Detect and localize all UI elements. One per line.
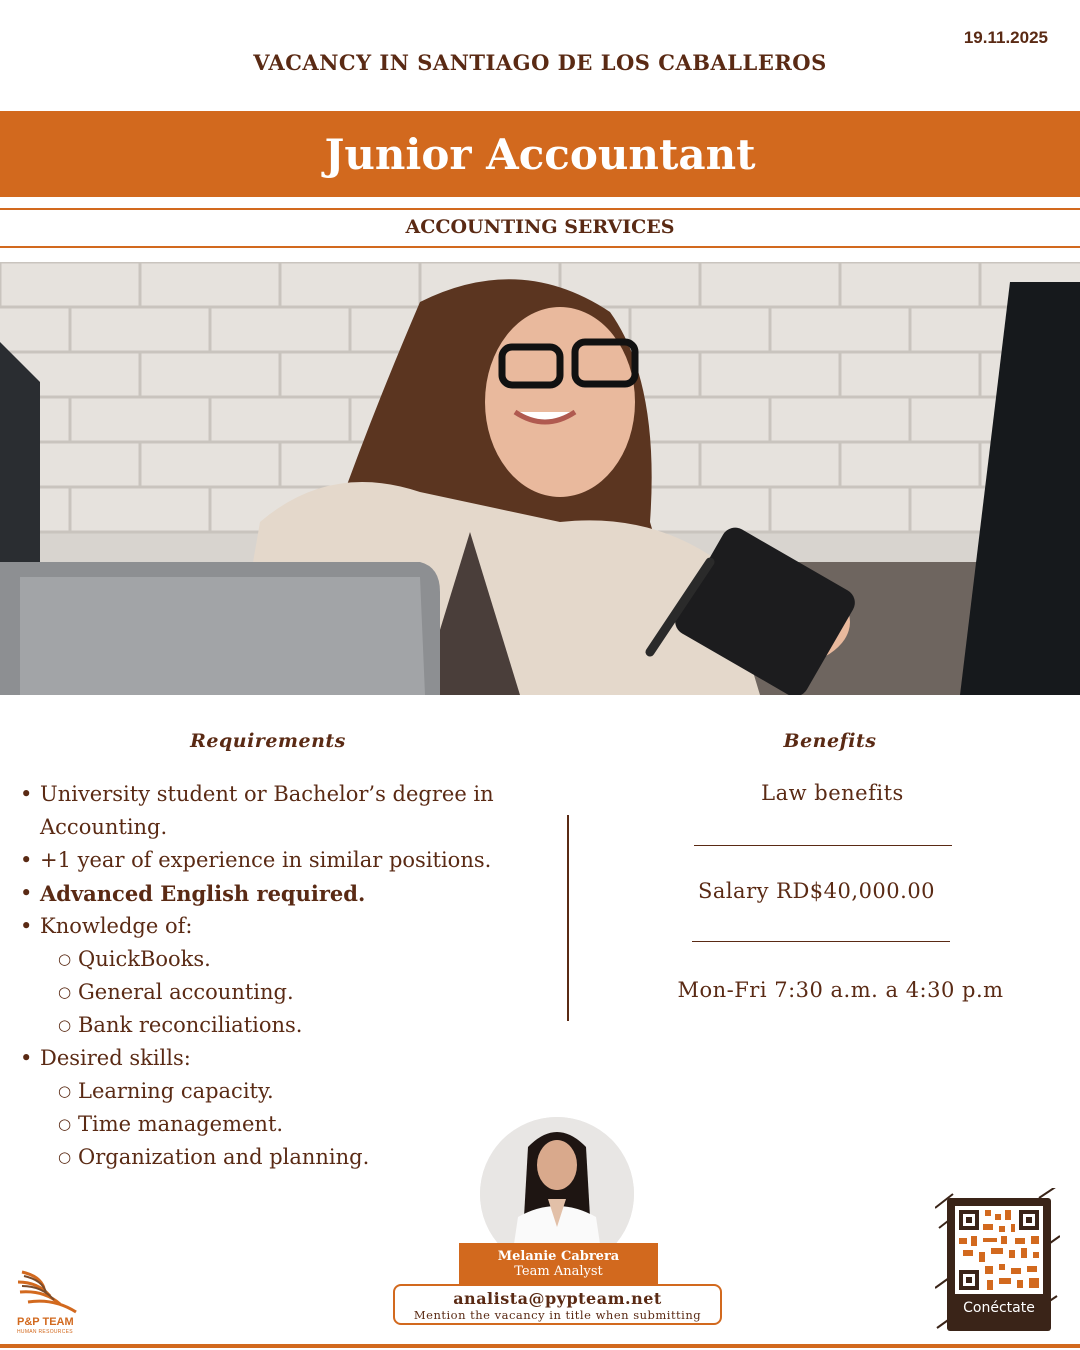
list-item: • +1 year of experience in similar positions. xyxy=(20,848,492,872)
contact-name: Melanie Cabrera xyxy=(497,1249,620,1264)
logo-text: P&P TEAM xyxy=(17,1316,74,1328)
hero-photo xyxy=(0,262,1080,695)
company-logo xyxy=(14,1268,94,1338)
sub-list-item: ○ QuickBooks. xyxy=(58,947,211,971)
column-divider xyxy=(567,815,569,1021)
schedule: Mon-Fri 7:30 a.m. a 4:30 p.m xyxy=(677,978,1004,1002)
salary: Salary RD$40,000.00 xyxy=(697,879,936,903)
contact-role: Team Analyst xyxy=(514,1264,603,1279)
list-item: • University student or Bachelor’s degree in xyxy=(20,782,494,806)
law-benefits: Law benefits xyxy=(761,781,904,805)
qr-label: Conéctate xyxy=(963,1300,1035,1316)
divider-top xyxy=(0,208,1080,210)
sub-list-item: ○ Organization and planning. xyxy=(58,1145,370,1169)
vacancy-location: VACANCY IN SANTIAGO DE LOS CABALLEROS xyxy=(253,50,827,75)
sub-list-item: ○ Time management. xyxy=(58,1112,284,1136)
benefits-rule xyxy=(692,941,950,942)
bottom-accent-line xyxy=(0,1344,1080,1348)
department: ACCOUNTING SERVICES xyxy=(405,216,675,238)
sub-list-item: ○ Bank reconciliations. xyxy=(58,1013,303,1037)
benefits-rule xyxy=(694,845,952,846)
publication-date: 19.11.2025 xyxy=(963,28,1048,47)
requirements-list xyxy=(20,778,520,1174)
contact-name-box xyxy=(459,1243,658,1285)
submission-note: Mention the vacancy in title when submitting xyxy=(413,1308,702,1322)
divider-bottom xyxy=(0,246,1080,248)
email-box xyxy=(393,1284,722,1325)
sub-list-item: ○ General accounting. xyxy=(58,980,294,1004)
job-title-band xyxy=(0,111,1080,197)
list-item-continuation: Accounting. xyxy=(40,815,168,839)
requirements-heading: Requirements xyxy=(190,730,346,752)
sub-list-item: ○ Learning capacity. xyxy=(58,1079,274,1103)
contact-email[interactable]: analista@pypteam.net xyxy=(453,1289,662,1308)
job-title: Junior Accountant xyxy=(324,129,756,179)
benefits-heading: Benefits xyxy=(783,730,877,752)
list-item: • Desired skills: xyxy=(20,1046,191,1070)
list-item: • Knowledge of: xyxy=(20,914,193,938)
qr-code-card[interactable] xyxy=(935,1188,1060,1333)
logo-subtext: HUMAN RESOURCES xyxy=(17,1329,73,1335)
list-item: • Advanced English required. xyxy=(20,881,366,906)
